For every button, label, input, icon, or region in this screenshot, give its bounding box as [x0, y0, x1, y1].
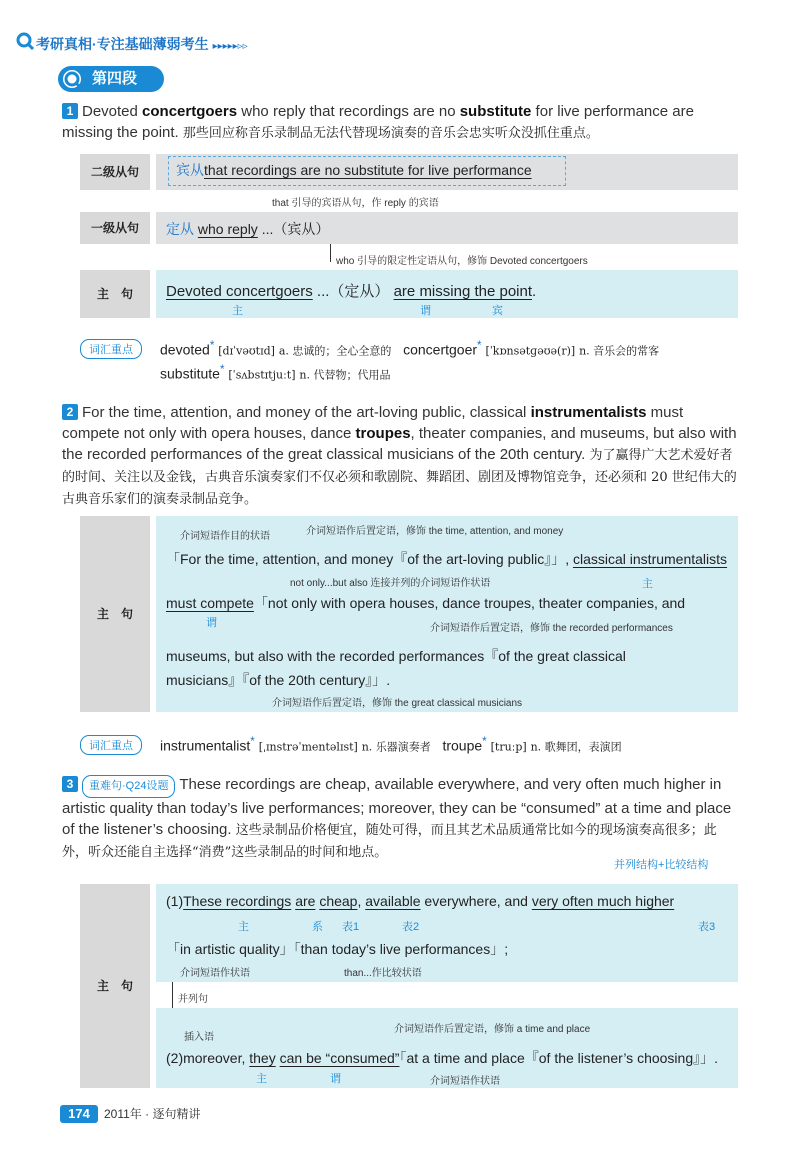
label-level1-clause: 一级从句 [80, 212, 150, 244]
ann-adverbial: 介词短语作状语 [180, 968, 250, 979]
role-pred2: 表2 [402, 921, 420, 933]
sentence-translation: 那些回应称音乐录制品无法代替现场演奏的音乐会忠实听众没抓住重点。 [182, 126, 599, 141]
structure-note: 并列结构+比较结构 [614, 859, 709, 871]
magnifier-logo-icon [16, 32, 34, 50]
ann-not-only: not only...but also 连接并列的介词短语作状语 [290, 578, 491, 589]
analysis-line-6: 「in artistic quality」「than today’s live performances」; [166, 941, 509, 957]
role-object: 宾 [492, 305, 503, 317]
main-clause: Devoted concertgoers ...（定从） are missing the point. [166, 283, 537, 300]
ann-postmodifier-2: 介词短语作后置定语，修饰 the recorded performances [430, 623, 673, 634]
ann-postmodifier-1: 介词短语作后置定语，修饰 the time, attention, and money [306, 526, 564, 537]
ann-purpose: 介词短语作目的状语 [180, 531, 270, 542]
key-sentence-tag: 重难句·Q24设题 [82, 775, 175, 798]
role-subject: 主 [238, 921, 249, 933]
role-predicate: 谓 [420, 305, 431, 317]
sentence-2: 2 For the time, attention, and money of the art-loving public, classical instrumentalists must compete not only with opera houses, dance troupes, theater companies, and museums, but also with the recorded performances of the great classical musicians of the 20th century. 为了赢得广大艺术爱好者的时间、关注以及金钱，古典音乐演奏家们不仅必须和歌剧院、舞蹈团、剧团及博物馆竞争，还必须和 20 世纪伟大的古典音乐家们的演奏录制品竞争。 [62, 404, 737, 507]
analysis-line-2: must compete「not only with opera houses, dance troupes, theater companies, and [166, 595, 686, 611]
sentence-1: 1 Devoted concertgoers who reply that recordings are no substitute for live performance are missing the point. 那些回应称音乐录制品无法代替现场演奏的音乐会忠实听众没抓住重点。 [62, 103, 694, 141]
level2-clause: 宾从that recordings are no substitute for live performance [176, 162, 532, 178]
vocab-label: 词汇重点 [80, 339, 142, 359]
ann-comparison: than...作比较状语 [344, 968, 422, 979]
role-pred3: 表3 [698, 921, 716, 933]
label-main-clause: 主 句 [80, 270, 150, 318]
role-subject: 主 [256, 1073, 267, 1085]
level2-note: that 引导的宾语从句，作 reply 的宾语 [272, 198, 439, 209]
label-main-clause: 主 句 [80, 884, 150, 1088]
level1-clause: 定从 who reply ...（宾从） [166, 221, 330, 237]
vocab-line-2: substitute* [ˈsʌbstɪtjuːt] n. 代替物；代用品 [160, 363, 391, 382]
level1-note: who 引导的限定性定语从句，修饰 Devoted concertgoers [336, 256, 588, 267]
role-subject: 主 [232, 305, 243, 317]
sentence-3: 3 重难句·Q24设题 These recordings are cheap, available everywhere, and very often much higher in artistic quality than today’s live performances; moreover, they can be “consumed” at a time and place of the listener’s choosing. 这些录制品价格便宜，随处可得，而且其艺术品质通常比如今的现场演奏高很多；此外，听众还能自主选择“消费”这些录制品的时间和地点。 [62, 776, 732, 860]
role-subject: 主 [642, 578, 653, 590]
section-title: 第四段 [58, 66, 164, 92]
analysis-line-7: (2)moreover, they can be “consumed”「at a time and place『of the listener’s choosing』」. [166, 1050, 718, 1066]
role-link: 系 [312, 921, 323, 933]
sentence-translation: 这些录制品价格便宜，随处可得，而且其艺术品质通常比如今的现场演奏高很多；此外，听众还能自主选择“消费”这些录制品的时间和地点。 [62, 823, 717, 860]
parallel-label: 并列句 [178, 994, 208, 1005]
role-predicate: 谓 [206, 617, 217, 629]
role-pred1: 表1 [342, 921, 360, 933]
ann-adverbial-2: 介词短语作状语 [430, 1076, 500, 1087]
analysis-line-3: museums, but also with the recorded performances『of the great classical [166, 648, 626, 664]
label-level2-clause: 二级从句 [80, 154, 150, 190]
footer-book: 2011年 · 逐句精讲 [104, 1107, 201, 1121]
analysis-line-4: musicians』『of the 20th century』」. [166, 672, 391, 688]
sentence-number: 3 [62, 776, 78, 792]
sentence-number: 1 [62, 103, 78, 119]
analysis-line-1: 「For the time, attention, and money『of the art-loving public』」, classical instrumentalists [166, 551, 728, 567]
vocab-line-1: devoted* [dɪˈvəʊtɪd] a. 忠诚的；全心全意的 concertgoer* [ˈkɒnsətɡəʊə(r)] n. 音乐会的常客 [160, 339, 660, 358]
vocab-line-3: instrumentalist* [ˌɪnstrəˈmentəlɪst] n. 乐器演奏者 troupe* [truːp] n. 歌舞团，表演团 [160, 735, 622, 754]
page-number: 174 [60, 1105, 98, 1123]
sentence-translation: 为了赢得广大艺术爱好者的时间、关注以及金钱，古典音乐演奏家们不仅必须和歌剧院、舞蹈团、剧团及博物馆竞争，还必须和 20 世纪伟大的古典音乐家们的演奏录制品竞争。 [62, 448, 737, 507]
label-main-clause: 主 句 [80, 516, 150, 712]
ann-postmodifier-4: 介词短语作后置定语，修饰 a time and place [394, 1024, 591, 1035]
header-arrows: ▸▸▸▸▸▹▹ [212, 41, 248, 52]
header-title: 考研真相·专注基础薄弱考生 ▸▸▸▸▸▹▹ [36, 36, 248, 52]
ann-parenthesis: 插入语 [184, 1032, 214, 1043]
sentence-number: 2 [62, 404, 78, 420]
role-predicate: 谓 [330, 1073, 341, 1085]
magnifier-icon [60, 66, 88, 94]
analysis-line-5: (1)These recordings are cheap, available everywhere, and very often much higher [166, 893, 675, 909]
vocab-label: 词汇重点 [80, 735, 142, 755]
ann-postmodifier-3: 介词短语作后置定语，修饰 the great classical musicians [272, 698, 523, 709]
